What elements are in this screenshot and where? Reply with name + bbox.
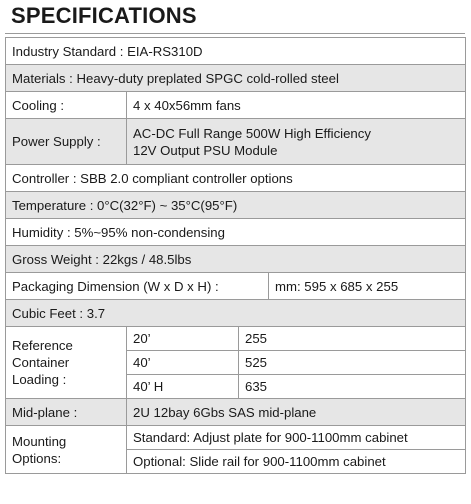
temperature-cell: Temperature : 0°C(32°F) ~ 35°C(95°F)	[6, 192, 466, 219]
container-loading-label-line1: Reference	[12, 338, 73, 353]
spec-row-industry-standard	[6, 38, 466, 65]
spec-row-controller	[6, 165, 466, 192]
container-qty: 255	[239, 327, 466, 351]
power-supply-value-line2: 12V Output PSU Module	[133, 142, 278, 158]
power-supply-value	[127, 119, 466, 165]
container-size: 40’	[127, 351, 239, 375]
cooling-value: 4 x 40x56mm fans	[127, 92, 466, 119]
title-divider	[5, 33, 465, 34]
mounting-label-line1: Mounting	[12, 433, 67, 449]
spec-row-gross-weight	[6, 246, 466, 273]
spec-row-cubic-feet	[6, 300, 466, 327]
humidity-cell: Humidity : 5%~95% non-condensing	[6, 219, 466, 246]
specifications-table	[5, 37, 466, 474]
spec-row-power-supply	[6, 119, 466, 165]
spec-row-mid-plane	[6, 399, 466, 426]
mid-plane-label: Mid-plane :	[6, 399, 127, 426]
mid-plane-value: 2U 12bay 6Gbs SAS mid-plane	[127, 399, 466, 426]
cubic-feet-cell: Cubic Feet : 3.7	[6, 300, 466, 327]
spec-row-cooling	[6, 92, 466, 119]
page-title: SPECIFICATIONS	[11, 3, 197, 28]
materials-cell: Materials : Heavy-duty preplated SPGC cold-rolled steel	[6, 65, 466, 92]
container-size: 20’	[127, 327, 239, 351]
container-qty: 635	[239, 375, 466, 399]
container-loading-label-line3: Loading :	[12, 372, 67, 387]
spec-row-packaging	[6, 273, 466, 300]
container-loading-label-line2: Container	[12, 355, 70, 370]
packaging-label: Packaging Dimension (W x D x H) :	[6, 273, 269, 300]
mounting-label-line2: Options:	[12, 450, 62, 466]
industry-standard-cell: Industry Standard : EIA-RS310D	[6, 38, 466, 65]
packaging-value: mm: 595 x 685 x 255	[269, 273, 466, 300]
spec-row-mounting-standard	[6, 426, 466, 450]
gross-weight-cell: Gross Weight : 22kgs / 48.5lbs	[6, 246, 466, 273]
mounting-standard: Standard: Adjust plate for 900-1100mm cabinet	[127, 426, 466, 450]
spec-row-container-20	[6, 327, 466, 351]
power-supply-label: Power Supply :	[6, 119, 127, 165]
mounting-optional: Optional: Slide rail for 900-1100mm cabinet	[127, 450, 466, 474]
mounting-label	[6, 426, 127, 474]
controller-cell: Controller : SBB 2.0 compliant controller options	[6, 165, 466, 192]
container-qty: 525	[239, 351, 466, 375]
spec-row-humidity	[6, 219, 466, 246]
container-size: 40’ H	[127, 375, 239, 399]
power-supply-value-line1: AC-DC Full Range 500W High Efficiency	[133, 125, 371, 141]
container-loading-label	[6, 327, 127, 399]
cooling-label: Cooling :	[6, 92, 127, 119]
spec-row-temperature	[6, 192, 466, 219]
spec-row-materials	[6, 65, 466, 92]
